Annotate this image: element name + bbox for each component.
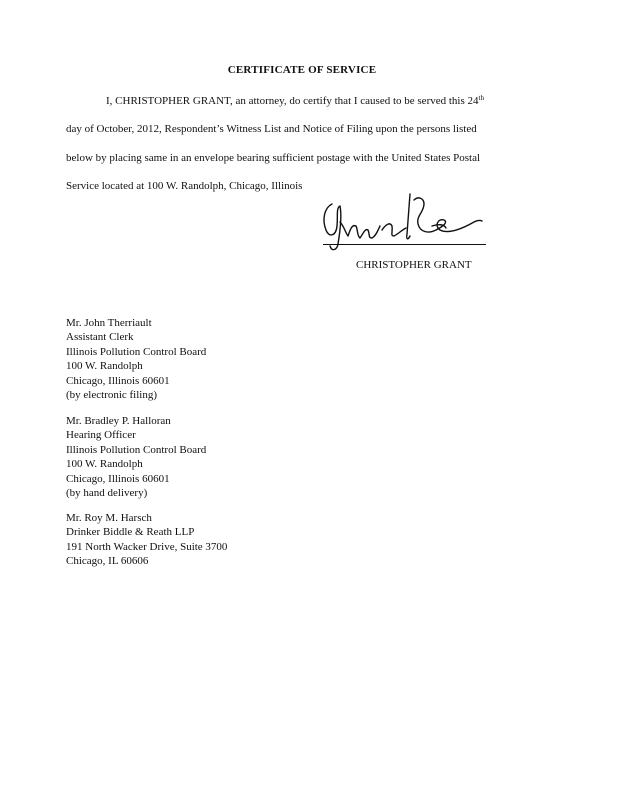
- signature-line: [323, 244, 486, 245]
- recipient-street: 100 W. Randolph: [66, 458, 143, 471]
- recipient-block-therriault: [66, 316, 206, 402]
- certificate-title: CERTIFICATE OF SERVICE: [227, 64, 377, 76]
- recipient-title: Hearing Officer: [66, 429, 136, 442]
- handwritten-signature: [310, 186, 490, 258]
- ordinal-suffix: th: [478, 94, 484, 102]
- certificate-line-1-text: I, CHRISTOPHER GRANT, an attorney, do certify that I caused to be served this 24: [106, 95, 479, 107]
- recipient-title: Assistant Clerk: [66, 331, 134, 344]
- recipient-block-halloran: [66, 414, 206, 500]
- recipient-city: Chicago, Illinois 60601: [66, 374, 170, 387]
- recipient-name: Mr. Bradley P. Halloran: [66, 415, 171, 427]
- certificate-line-4: Service located at 100 W. Randolph, Chicago, Illinois: [66, 180, 303, 192]
- recipient-block-harsch: [66, 511, 227, 569]
- recipient-organization: Illinois Pollution Control Board: [66, 345, 207, 358]
- recipient-city: Chicago, IL 60606: [66, 555, 149, 568]
- recipient-name: Mr. John Therriault: [66, 317, 152, 329]
- certificate-line-1: [106, 94, 484, 108]
- recipient-organization: Drinker Biddle & Reath LLP: [66, 526, 195, 539]
- recipient-street: 191 North Wacker Drive, Suite 3700: [66, 540, 228, 553]
- signer-name: CHRISTOPHER GRANT: [356, 259, 472, 271]
- recipient-name: Mr. Roy M. Harsch: [66, 512, 152, 524]
- certificate-line-3: below by placing same in an envelope bearing sufficient postage with the United States Postal: [66, 152, 481, 164]
- recipient-delivery-method: (by hand delivery): [66, 487, 148, 500]
- certificate-line-2: day of October, 2012, Respondent’s Witness List and Notice of Filing upon the persons listed: [66, 123, 477, 135]
- recipient-city: Chicago, Illinois 60601: [66, 472, 170, 485]
- recipient-delivery-method: (by electronic filing): [66, 389, 158, 402]
- recipient-organization: Illinois Pollution Control Board: [66, 443, 207, 456]
- recipient-street: 100 W. Randolph: [66, 360, 143, 373]
